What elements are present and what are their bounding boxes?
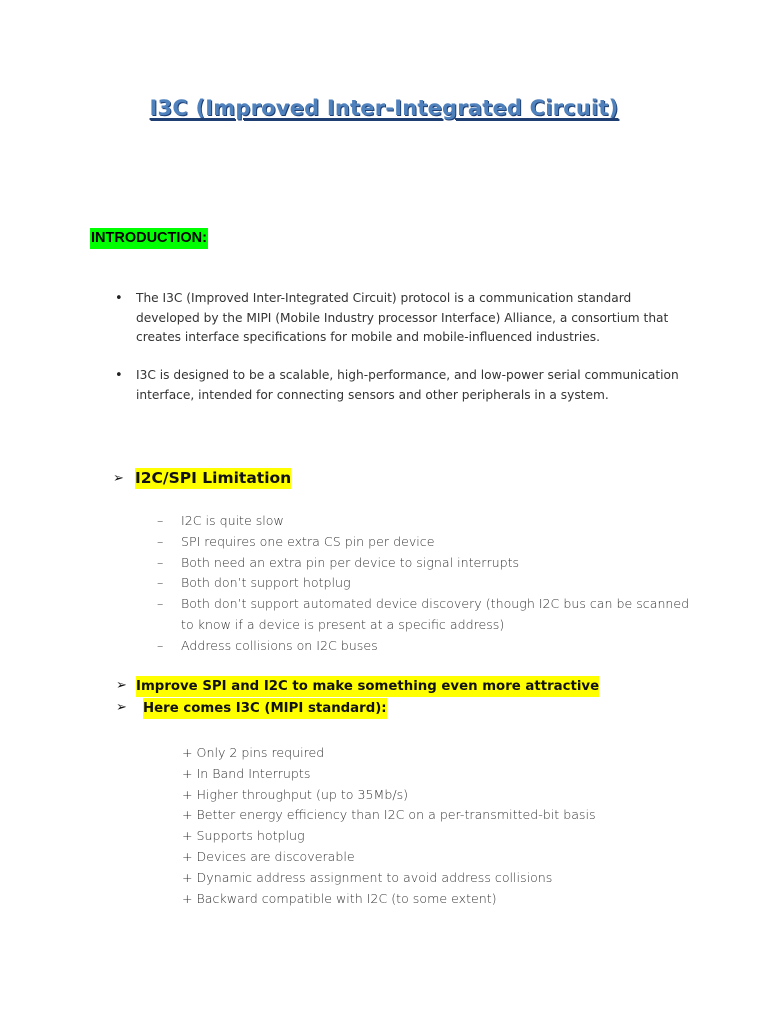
introduction-list bbox=[112, 366, 692, 405]
list-item: + Dynamic address assignment to avoid address collisions bbox=[182, 869, 553, 885]
list-item bbox=[157, 573, 697, 594]
bullet-icon: • bbox=[115, 368, 123, 383]
i3c-feature-list bbox=[182, 743, 682, 909]
list-item-text: Address collisions on I2C buses bbox=[181, 637, 378, 653]
introduction-list bbox=[112, 289, 692, 348]
list-item: + In Band Interrupts bbox=[182, 765, 311, 781]
list-item-text: I3C is designed to be a scalable, high-performance, and low-power serial communication interface, intended for connecting sensors and other peripherals in a system. bbox=[136, 368, 679, 402]
list-item: + Better energy efficiency than I2C on a per-transmitted-bit basis bbox=[182, 807, 596, 823]
arrow-bullet-icon: ➢ bbox=[116, 700, 127, 715]
dash-icon: – bbox=[157, 637, 164, 653]
list-item bbox=[157, 553, 697, 574]
list-item: + Supports hotplug bbox=[182, 828, 305, 844]
list-item bbox=[112, 366, 692, 405]
list-item bbox=[157, 594, 697, 636]
list-item bbox=[112, 289, 692, 348]
list-item-text: Both need an extra pin per device to signal interrupts bbox=[181, 554, 520, 570]
list-item-text: Both don’t support hotplug bbox=[181, 575, 351, 591]
limitation-heading: I2C/SPI Limitation bbox=[135, 469, 292, 487]
bullet-icon: • bbox=[115, 291, 123, 306]
arrow-bullet-icon: ➢ bbox=[113, 471, 124, 486]
list-item-text: SPI requires one extra CS pin per device bbox=[181, 533, 435, 549]
list-item: + Backward compatible with I2C (to some extent) bbox=[182, 890, 497, 906]
list-item-text: Both don’t support automated device discovery (though I2C bus can be scanned to know if a device is present at a specific address) bbox=[181, 596, 690, 632]
list-item: + Higher throughput (up to 35Mb/s) bbox=[182, 786, 409, 802]
list-item bbox=[157, 636, 697, 657]
limitation-list bbox=[157, 511, 697, 657]
i3c-heading: Here comes I3C (MIPI standard): bbox=[143, 698, 387, 719]
list-item-text: I2C is quite slow bbox=[181, 513, 284, 528]
introduction-heading: INTRODUCTION: bbox=[90, 228, 208, 249]
improvement-heading: Improve SPI and I2C to make something even more attractive bbox=[136, 676, 599, 697]
list-item bbox=[157, 532, 697, 553]
list-item bbox=[157, 511, 697, 532]
arrow-bullet-icon: ➢ bbox=[116, 678, 127, 693]
list-item: + Only 2 pins required bbox=[182, 745, 325, 760]
list-item-text: The I3C (Improved Inter-Integrated Circuit) protocol is a communication standard developed by the MIPI (Mobile Industry processor Interface) Alliance, a consortium that creates interface specifications for mobile and mobile-influenced industries. bbox=[136, 291, 669, 344]
dash-icon: – bbox=[157, 513, 164, 528]
dash-icon: – bbox=[157, 533, 164, 549]
list-item: + Devices are discoverable bbox=[182, 848, 355, 864]
dash-icon: – bbox=[157, 554, 164, 570]
dash-icon: – bbox=[157, 575, 164, 591]
dash-icon: – bbox=[157, 596, 164, 612]
document-title: I3C (Improved Inter-Integrated Circuit) bbox=[149, 96, 619, 120]
